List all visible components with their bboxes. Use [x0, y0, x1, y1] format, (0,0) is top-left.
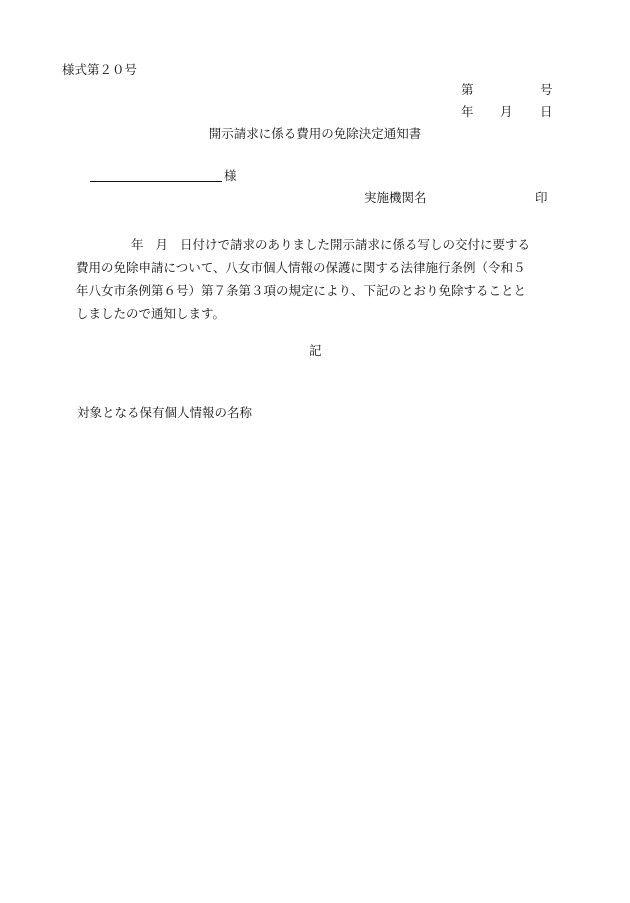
target-info-label: 対象となる保有個人情報の名称 [77, 405, 253, 420]
document-number-suffix: 号 [540, 82, 553, 97]
body-line-1 [76, 233, 569, 256]
body-line-4: しましたので通知します。 [76, 306, 226, 321]
body-line-1-rest: 日付けで請求のありました開示請求に係る写しの交付に要する [180, 237, 531, 252]
document-number-prefix: 第 [461, 82, 474, 97]
body-line-2: 費用の免除申請について、八女市個人情報の保護に関する法律施行条例（令和５ [76, 260, 526, 275]
body-line-3: 年八女市条例第６号）第７条第３項の規定により、下記のとおり免除することと [76, 283, 527, 298]
body-text [76, 233, 569, 325]
issuer-agency-name: 実施機関名 [364, 190, 427, 205]
ki-heading: 記 [309, 343, 322, 358]
addressee-honorific: 様 [224, 168, 237, 183]
form-number: 様式第２０号 [62, 62, 138, 77]
issuer-seal: 印 [535, 190, 548, 205]
addressee-blank-line [90, 181, 222, 182]
date-month-label: 月 [500, 104, 513, 119]
date-day-label: 日 [540, 104, 553, 119]
body-year: 年 [131, 237, 144, 252]
body-month: 月 [155, 237, 169, 252]
date-year-label: 年 [461, 104, 474, 119]
document-title: 開示請求に係る費用の免除決定通知書 [208, 126, 422, 141]
